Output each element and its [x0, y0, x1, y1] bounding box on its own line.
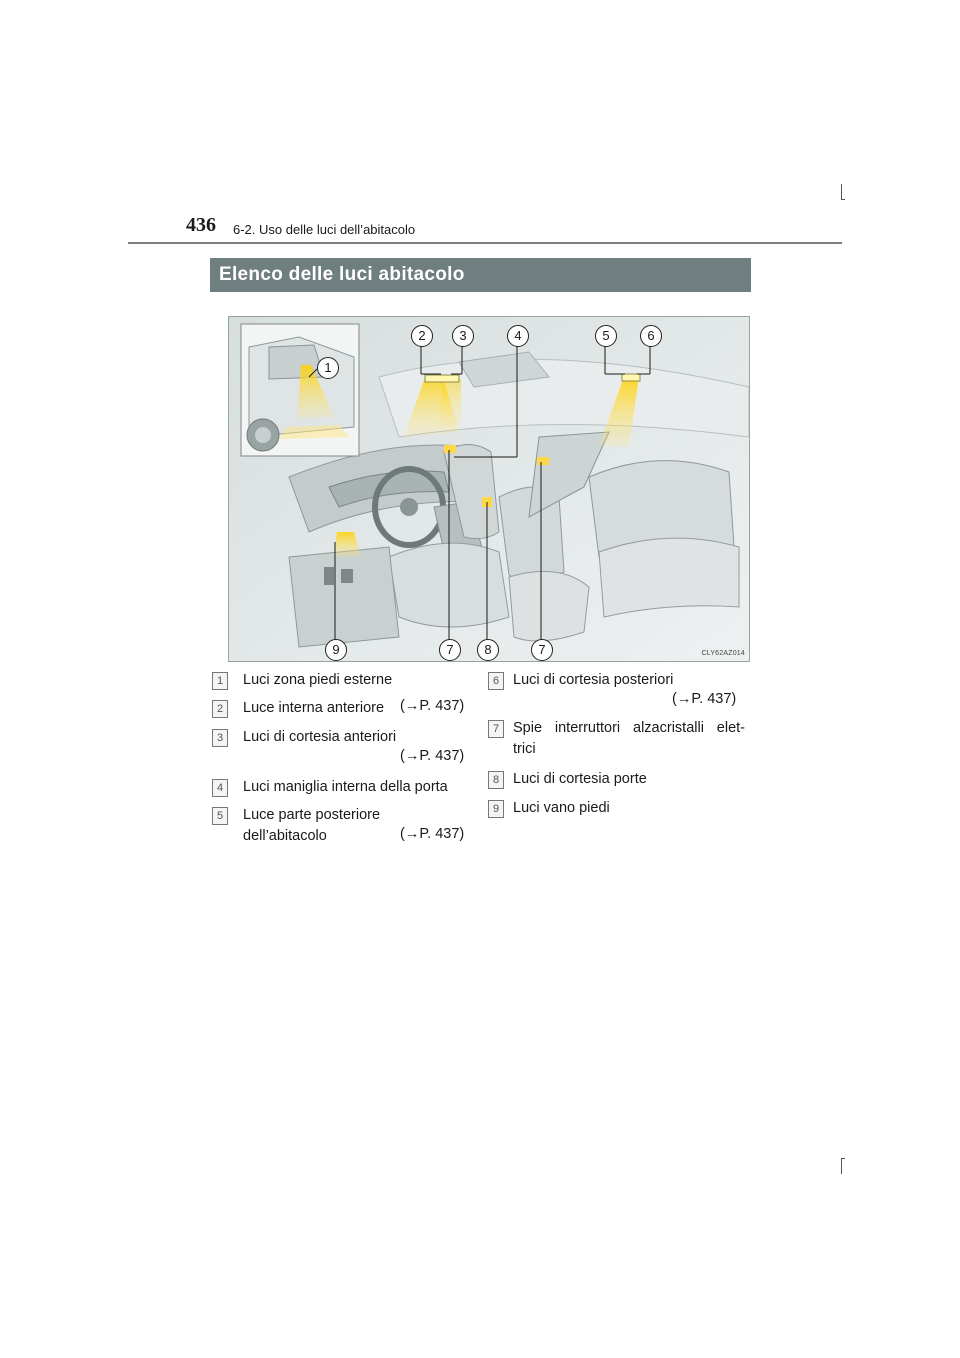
legend-text-5b: dell’abitacolo	[243, 828, 327, 844]
legend-text-7b: trici	[513, 741, 536, 757]
crop-mark	[841, 184, 842, 200]
legend-badge-6: 6	[488, 672, 504, 690]
callout-3: 3	[452, 325, 474, 347]
legend-text-8: Luci di cortesia porte	[513, 771, 647, 787]
legend-badge-1: 1	[212, 672, 228, 690]
interior-lights-illustration	[228, 316, 750, 662]
callout-7b: 7	[531, 639, 553, 661]
legend-ref-2: (→P. 437)	[400, 698, 465, 714]
legend-text-3: Luci di cortesia anteriori	[243, 729, 397, 745]
legend-text-1: Luci zona piedi esterne	[243, 672, 393, 688]
crop-mark	[841, 1158, 842, 1174]
legend-badge-2: 2	[212, 700, 228, 718]
legend-text-6: Luci di cortesia posteriori	[513, 672, 674, 688]
callout-5: 5	[595, 325, 617, 347]
header-divider	[128, 242, 842, 244]
legend-badge-8: 8	[488, 771, 504, 789]
legend-text-2: Luce interna anteriore	[243, 700, 385, 716]
callout-4: 4	[507, 325, 529, 347]
car-interior-drawing	[229, 317, 750, 662]
legend-ref-6: (→P. 437)	[672, 691, 737, 707]
crop-mark	[841, 199, 845, 200]
legend-text-9: Luci vano piedi	[513, 800, 610, 816]
title-bar	[210, 258, 751, 292]
legend-ref-5: (→P. 437)	[400, 826, 465, 842]
legend-ref-3: (→P. 437)	[400, 748, 465, 764]
section-heading: 6-2. Uso delle luci dell’abitacolo	[233, 222, 416, 237]
legend-badge-4: 4	[212, 779, 228, 797]
callout-9: 9	[325, 639, 347, 661]
callout-8: 8	[477, 639, 499, 661]
crop-mark	[841, 1158, 845, 1159]
callout-2: 2	[411, 325, 433, 347]
legend-text-5a: Luce parte posteriore	[243, 807, 381, 823]
legend-badge-7: 7	[488, 720, 504, 738]
legend-badge-3: 3	[212, 729, 228, 747]
legend-badge-9: 9	[488, 800, 504, 818]
callout-7: 7	[439, 639, 461, 661]
legend-text-7a: Spie interruttori alzacristalli elet-	[513, 720, 745, 736]
callout-6: 6	[640, 325, 662, 347]
callout-1: 1	[317, 357, 339, 379]
page-title: Elenco delle luci abitacolo	[219, 264, 465, 285]
legend-text-4: Luci maniglia interna della porta	[243, 779, 448, 795]
legend-badge-5: 5	[212, 807, 228, 825]
figure-code: CLY62AZ014	[701, 650, 745, 657]
page-number: 436	[186, 214, 216, 236]
